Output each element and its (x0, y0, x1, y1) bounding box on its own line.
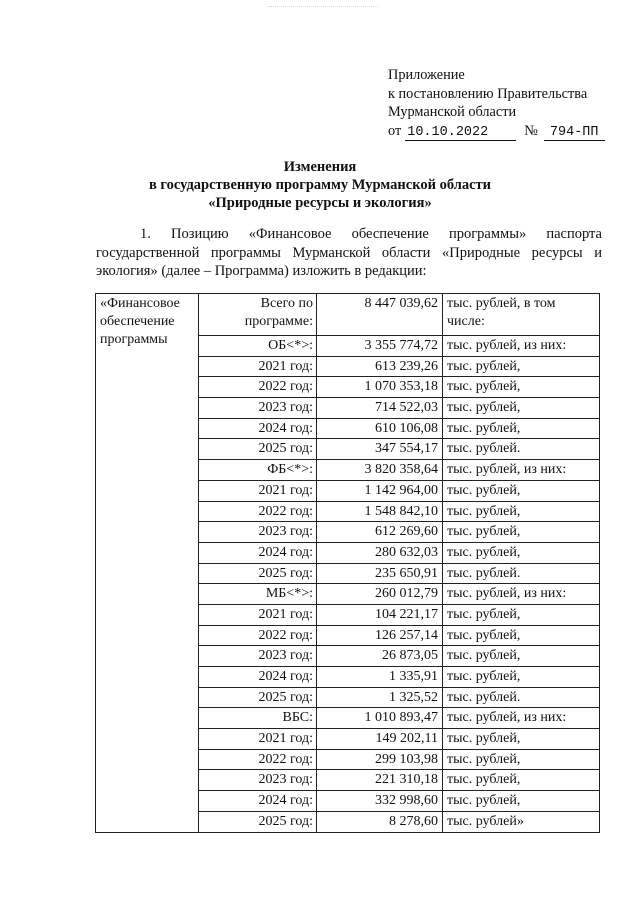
unit-cell: тыс. рублей, (443, 356, 600, 377)
row-label-cell: 2021 год: (199, 480, 317, 501)
amount-cell: 1 010 893,47 (317, 708, 443, 729)
row-label-cell: 2021 год: (199, 729, 317, 750)
unit-cell: тыс. рублей, (443, 480, 600, 501)
unit-cell: тыс. рублей, (443, 625, 600, 646)
row-label-cell: 2022 год: (199, 749, 317, 770)
unit-cell: тыс. рублей, из них: (443, 584, 600, 605)
unit-cell: тыс. рублей, (443, 749, 600, 770)
amount-cell: 1 325,52 (317, 687, 443, 708)
row-label-cell: 2024 год: (199, 542, 317, 563)
row-label-cell: 2022 год: (199, 377, 317, 398)
section-label-cell: «Финансовое обеспечение программы (96, 294, 199, 833)
unit-cell: тыс. рублей, (443, 501, 600, 522)
row-label-cell: 2023 год: (199, 522, 317, 543)
amount-cell: 235 650,91 (317, 563, 443, 584)
unit-cell: тыс. рублей, (443, 604, 600, 625)
amount-cell: 221 310,18 (317, 770, 443, 791)
row-label-cell: 2025 год: (199, 439, 317, 460)
header-line-region: Мурманской области (388, 104, 517, 120)
row-label-cell: 2021 год: (199, 356, 317, 377)
row-label-cell: 2021 год: (199, 604, 317, 625)
document-title (0, 158, 640, 212)
row-label-cell: ОБ<*>: (199, 336, 317, 357)
unit-cell: тыс. рублей. (443, 563, 600, 584)
document-number: 794-ПП (544, 125, 605, 141)
amount-cell: 104 221,17 (317, 604, 443, 625)
unit-cell: тыс. рублей, (443, 646, 600, 667)
amount-cell: 126 257,14 (317, 625, 443, 646)
row-label-cell: ВБС: (199, 708, 317, 729)
row-label-cell: 2022 год: (199, 625, 317, 646)
amount-cell: 3 820 358,64 (317, 460, 443, 481)
title-line-1: Изменения (283, 159, 357, 175)
unit-cell: тыс. рублей, (443, 729, 600, 750)
unit-cell: тыс. рублей. (443, 687, 600, 708)
row-label-cell: 2025 год: (199, 811, 317, 832)
unit-cell: тыс. рублей» (443, 811, 600, 832)
approval-header (388, 66, 605, 141)
page-top-artifact (268, 0, 378, 7)
row-label-cell: 2025 год: (199, 687, 317, 708)
row-label-cell: 2024 год: (199, 791, 317, 812)
amount-cell: 260 012,79 (317, 584, 443, 605)
table-row (96, 294, 600, 336)
row-label-cell: Всего по программе: (199, 294, 317, 336)
title-line-2: в государственную программу Мурманской области (148, 177, 492, 193)
financing-table (95, 293, 600, 833)
unit-cell: тыс. рублей, в том числе: (443, 294, 600, 336)
amount-cell: 149 202,11 (317, 729, 443, 750)
header-date-line (388, 122, 605, 141)
amount-cell: 714 522,03 (317, 398, 443, 419)
amount-cell: 1 335,91 (317, 667, 443, 688)
row-label-cell: 2023 год: (199, 398, 317, 419)
unit-cell: тыс. рублей, из них: (443, 460, 600, 481)
amount-cell: 299 103,98 (317, 749, 443, 770)
row-label-cell: 2025 год: (199, 563, 317, 584)
unit-cell: тыс. рублей, (443, 398, 600, 419)
unit-cell: тыс. рублей, (443, 791, 600, 812)
amount-cell: 612 269,60 (317, 522, 443, 543)
number-sign: № (524, 122, 538, 139)
amount-cell: 8 447 039,62 (317, 294, 443, 336)
date-prefix: от (388, 122, 402, 139)
amount-cell: 613 239,26 (317, 356, 443, 377)
header-line-appendix: Приложение (388, 67, 465, 83)
amount-cell: 26 873,05 (317, 646, 443, 667)
unit-cell: тыс. рублей, (443, 377, 600, 398)
row-label-cell: 2023 год: (199, 770, 317, 791)
amount-cell: 8 278,60 (317, 811, 443, 832)
unit-cell: тыс. рублей. (443, 439, 600, 460)
row-label-cell: 2024 год: (199, 667, 317, 688)
row-label-cell: МБ<*>: (199, 584, 317, 605)
row-label-cell: 2022 год: (199, 501, 317, 522)
amendment-paragraph: 1. Позицию «Финансовое обеспечение программы» паспорта государственной программы Мурманской области «Природные ресурсы и экология» (далее – Программа) изложить в редакции: (96, 226, 602, 279)
amount-cell: 1 070 353,18 (317, 377, 443, 398)
unit-cell: тыс. рублей, (443, 542, 600, 563)
unit-cell: тыс. рублей, (443, 418, 600, 439)
header-line-resolution: к постановлению Правительства (388, 85, 588, 102)
amount-cell: 3 355 774,72 (317, 336, 443, 357)
unit-cell: тыс. рублей, (443, 667, 600, 688)
unit-cell: тыс. рублей, (443, 522, 600, 543)
amount-cell: 610 106,08 (317, 418, 443, 439)
amount-cell: 1 142 964,00 (317, 480, 443, 501)
amount-cell: 280 632,03 (317, 542, 443, 563)
amount-cell: 347 554,17 (317, 439, 443, 460)
amount-cell: 1 548 842,10 (317, 501, 443, 522)
title-line-3: «Природные ресурсы и экология» (208, 195, 432, 211)
unit-cell: тыс. рублей, (443, 770, 600, 791)
amount-cell: 332 998,60 (317, 791, 443, 812)
row-label-cell: 2024 год: (199, 418, 317, 439)
row-label-cell: ФБ<*>: (199, 460, 317, 481)
unit-cell: тыс. рублей, из них: (443, 336, 600, 357)
row-label-cell: 2023 год: (199, 646, 317, 667)
date-value: 10.10.2022 (405, 125, 516, 141)
unit-cell: тыс. рублей, из них: (443, 708, 600, 729)
